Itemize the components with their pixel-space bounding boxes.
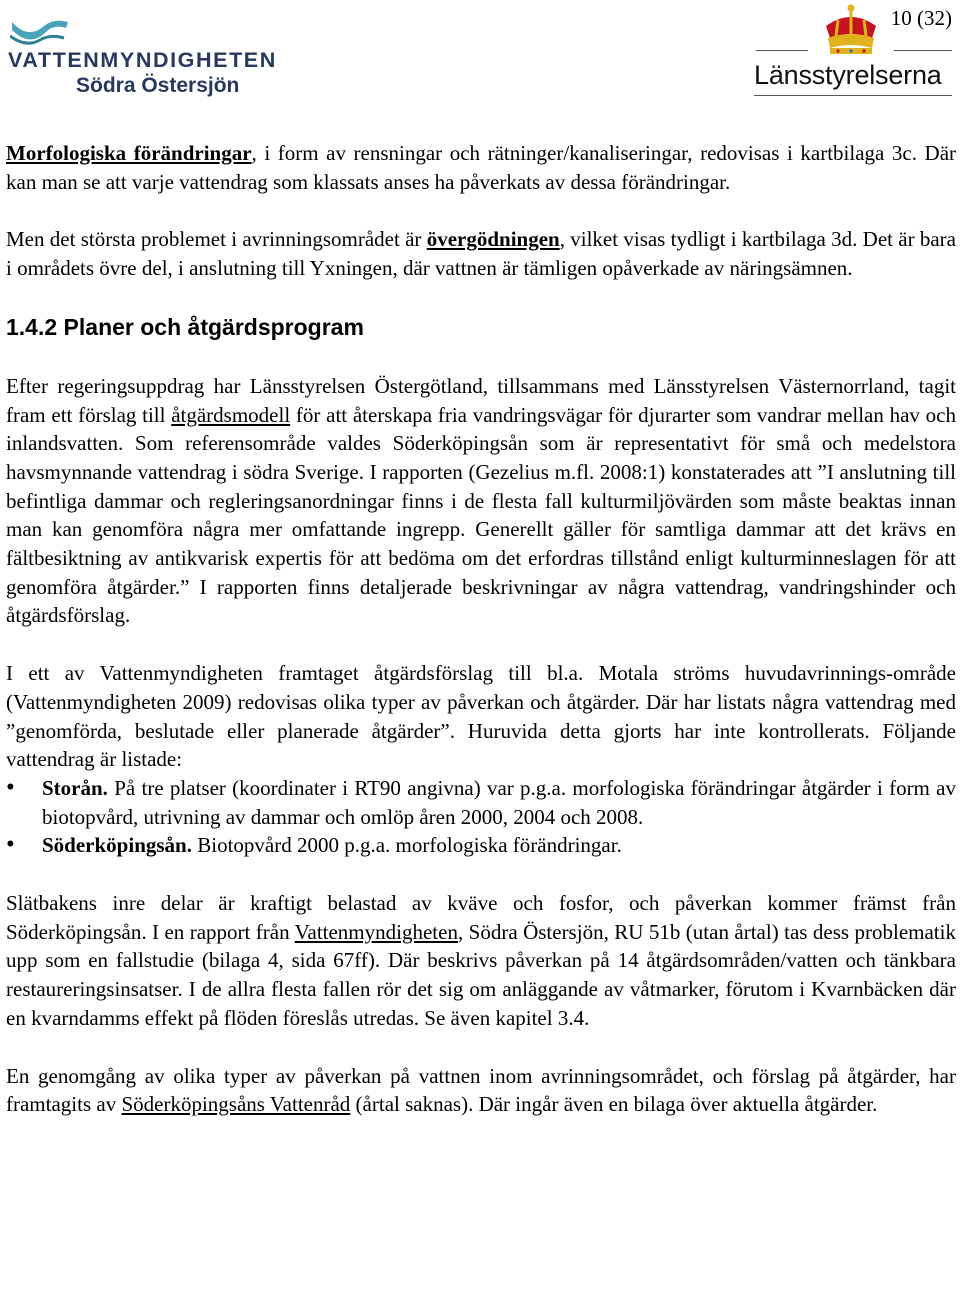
paragraph-morfologi [6,139,956,196]
wave-logo-icon [10,18,72,48]
list-item [6,831,956,860]
link-vattenmyndigheten[interactable]: Vattenmyndigheten [294,919,458,944]
crown-icon [818,4,884,56]
logo-rule-right [894,50,952,51]
paragraph-text: Slätbakens inre delar är kraftigt belastad av kväve och fosfor, och påverkan kommer främst från Söderköpingsån. I en rapport från [6,891,956,944]
paragraph-text: , Södra Östersjön, RU 51b (utan årtal) tas dess problematik upp som en fallstudie (bilaga 4, sida 67ff). Där beskrivs påverkan på 14 åtgärdsområden/vatten och tänkbara restaureringsinsatser. I de allra flesta fallen rör det sig om anläggande av våtmarker, förutom i Kvarnbäcken där en kvarndamms effekt på flöden föreslås utredas. Se även kapitel 3.4. [6,919,956,1030]
paragraph-text: (årtal saknas). Där ingår även en bilaga över aktuella åtgärder. [350,1092,878,1117]
link-overgodningen[interactable]: övergödningen [426,227,560,252]
list-item-text: På tre platser (koordinater i RT90 angivna) var p.g.a. morfologiska förändringar åtgärder i form av biotopvård, utrivning av dammar och omlöp åren 2000, 2004 och 2008. [42,775,956,829]
vattenmyndigheten-logo [6,18,296,100]
link-soderkopingsans-vattenrad[interactable]: Söderköpingsåns Vattenråd [121,1092,351,1117]
vattendrag-list [6,774,956,860]
paragraph-text: Men det största problemet i avrinningsområdet är [6,227,427,252]
paragraph-regeringsuppdrag [6,372,956,630]
paragraph-atgardsforslag: I ett av Vattenmyndigheten framtaget åtgärdsförslag till bl.a. Motala ströms huvudavrinnings-område (Vattenmyndigheten 2009) redovisas olika typer av påverkan och åtgärder. Där har listats några vattendrag med ”genomförda, beslutade eller planerade åtgärder”. Huruvida detta gjorts har inte kontrollerats. Följande vattendrag är listade: [6,661,956,772]
logo-line-2: Södra Östersjön [76,74,240,97]
paragraph-text: , i form av rensningar och rätninger/kanaliseringar, redovisas i kartbilaga 3c. Där kan man se att varje vattendrag som klassats anses ha påverkats av dessa förändringar. [6,141,957,194]
page-number: 10 (32) [890,6,952,30]
list-item-text: Biotopvård 2000 p.g.a. morfologiska förändringar. [191,833,622,858]
paragraph-text: för att återskapa fria vandringsvägar för djurarter som vandrar mellan hav och inlandsvatten. Som referensområde valdes Söderköpingsån som är representativt för små och medelstora havsmynnande vattendrag i södra Sverige. I rapporten (Gezelius m.fl. 2008:1) konstaterades att ”I anslutning till befintliga dammar och regleringsanordningar finns i de flesta fall kulturmiljövärden som måste beaktas innan man kan genomföra några mer omfattande ingrepp. Generellt gäller för samtliga dammar att det krävs en fältbesiktning av antikvarisk expertis för att bedöma om det erfordras tillstånd enligt kulturminneslagen för att genomföra åtgärder.” I rapporten finns detaljerade beskrivningar av några vattendrag, vandringshinder och åtgärdsförslag. [6,402,956,628]
paragraph-genomgang [6,1062,956,1119]
list-item-name: Storån. [42,775,108,800]
logo-underline [754,95,952,96]
link-morfologiska-forandringar[interactable]: Morfologiska förändringar [6,141,252,165]
logo-rule-left [756,50,808,51]
list-item-name: Söderköpingsån. [42,833,192,858]
logo-line-1: VATTENMYNDIGHETEN [8,48,277,72]
paragraph-text: Efter regeringsuppdrag har Länsstyrelsen Östergötland, tillsammans med Länsstyrelsen Västernorrland, tagit fram ett förslag till [6,373,956,427]
paragraph-text: En genomgång av olika typer av påverkan på vattnen inom avrinningsområdet, och förslag på åtgärder, har framtagits av [6,1063,956,1117]
paragraph-overgodning [6,225,956,282]
lansstyrelserna-name: Länsstyrelserna [754,60,942,90]
lansstyrelserna-logo [744,2,958,98]
section-heading: 1.4.2 Planer och åtgärdsprogram [6,313,364,340]
paragraph-text: , vilket visas tydligt i kartbilaga 3d. Det är bara i områdets övre del, i anslutning till Yxningen, där vattnen är tämligen opåverkade av näringsämnen. [6,227,956,281]
paragraph-slatbaken [6,889,956,1033]
document-body [6,139,956,1119]
link-atgardsmodell[interactable]: åtgärdsmodell [171,402,291,427]
list-item [6,774,956,831]
